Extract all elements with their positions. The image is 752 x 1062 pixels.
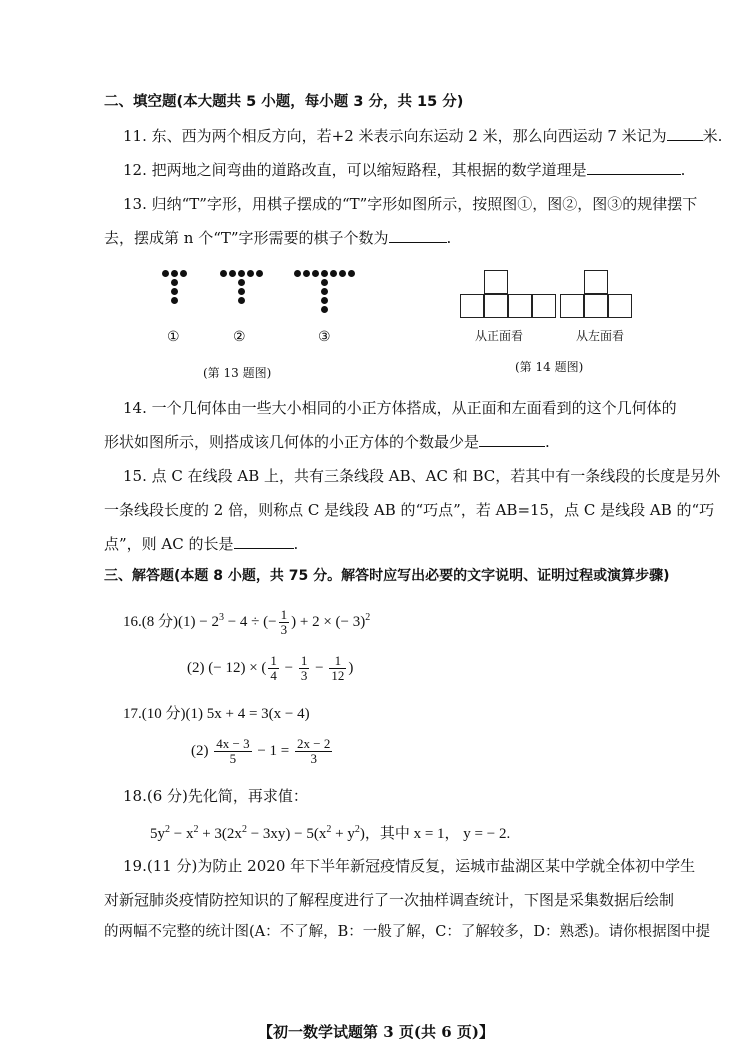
q16-p2-end: ) <box>348 660 354 676</box>
q18-e-g: − 3xy) − 5(x <box>246 826 327 842</box>
q16-p1-exp: 3 <box>218 612 224 623</box>
t-shape-dot <box>238 297 245 304</box>
q16-p1-b: − 4 ÷ (− <box>223 614 277 630</box>
t-shape-dot <box>348 270 355 277</box>
q16-frac-2 <box>299 654 310 683</box>
t-shape-dot <box>171 279 178 286</box>
t-shape-dot <box>171 297 178 304</box>
q18-e-e: + 3(2x <box>198 826 242 842</box>
frac-num: 1 <box>329 654 346 669</box>
frac-num: 4x − 3 <box>216 736 250 752</box>
question-18-expression <box>150 820 510 844</box>
t-shape-dot <box>321 297 328 304</box>
question-18-line1: 18.(6 分)先化简，再求值： <box>123 787 308 805</box>
q16-minus-2: − <box>311 660 328 676</box>
fig14-left-label: 从左面看 <box>576 329 625 343</box>
t-shape-dot <box>229 270 236 277</box>
t-shape-dot <box>247 270 254 277</box>
q15-end: . <box>293 535 299 553</box>
section-3-title: 三、解答题(本题 8 小题，共 75 分。解答时应写出必要的文字说明、证明过程或演算步骤) <box>104 568 670 584</box>
frac-den: 3 <box>300 668 308 684</box>
q18-e-j: 2 <box>354 824 360 835</box>
frac-num: 2x − 2 <box>297 736 331 752</box>
q16-p1-a: 16.(8 分)(1) − 2 <box>123 614 219 630</box>
t-shape-dot <box>321 279 328 286</box>
q17-frac-2 <box>295 737 332 766</box>
q18-e-c: − x <box>170 826 194 842</box>
q12-text: 12. 把两地之间弯曲的道路改直，可以缩短路程，其根据的数学道理是 <box>123 161 587 179</box>
q18-e-a: 5y <box>150 826 165 842</box>
q16-p1-exp2: 2 <box>365 612 371 623</box>
fig13-label-1: ① <box>167 329 180 345</box>
q16-p1-c: ) + 2 × (− 3) <box>291 614 366 630</box>
q18-e-i: + y <box>331 826 355 842</box>
q12-end: . <box>680 161 686 179</box>
q18-e-h: 2 <box>326 824 332 835</box>
frac-den: 3 <box>280 622 288 638</box>
question-19-line3: 的两幅不完整的统计图(A：不了解，B：一般了解，C：了解较多，D：熟悉)。请你根据图中提 <box>104 924 711 940</box>
q14-text: 形状如图所示，则搭成该几何体的小正方体的个数最少是 <box>104 433 480 451</box>
question-19-line1: 19.(11 分)为防止 2020 年下半年新冠疫情反复，运城市盐湖区某中学就全体初中学生 <box>123 857 696 875</box>
frac-den: 5 <box>229 751 237 767</box>
frac-num: 1 <box>280 607 288 623</box>
t-shape-dot <box>220 270 227 277</box>
q11-answer-blank <box>667 126 703 141</box>
frac-den: 3 <box>310 751 317 767</box>
question-12 <box>123 160 685 180</box>
section-2-title: 二、填空题(本大题共 5 小题，每小题 3 分，共 15 分) <box>104 94 464 110</box>
q12-answer-blank <box>587 160 681 175</box>
t-shape-dot <box>330 270 337 277</box>
t-shape-dot <box>238 288 245 295</box>
question-17-part2 <box>191 736 334 766</box>
q16-p1-fraction <box>279 608 290 637</box>
question-17-part1: 17.(10 分)(1) 5x + 4 = 3(x − 4) <box>123 706 310 722</box>
question-13-line1: 13. 归纳“T”字形，用棋子摆成的“T”字形如图所示，按照图①，图②，图③的规律摆下 <box>123 195 698 213</box>
question-14-line1: 14. 一个几何体由一些大小相同的小正方体搭成，从正面和左面看到的这个几何体的 <box>123 399 677 417</box>
t-shape-dot <box>256 270 263 277</box>
q11-unit: 米. <box>702 127 723 145</box>
q13-end: . <box>446 229 452 247</box>
fig13-label-3: ③ <box>318 329 331 345</box>
t-shape-dot <box>312 270 319 277</box>
frac-den: 12 <box>331 668 345 684</box>
q18-e-k: )，其中 x = 1， y = − 2. <box>359 826 511 842</box>
question-16-part2 <box>187 654 353 683</box>
t-shape-dot <box>171 270 178 277</box>
t-shape-dot <box>321 306 328 313</box>
page-footer: 【初一数学试题第 3 页(共 6 页)】 <box>258 1023 494 1041</box>
fig14-front-label: 从正面看 <box>475 329 524 343</box>
figure-14-caption: (第 14 题图) <box>515 360 584 374</box>
t-shape-dot <box>303 270 310 277</box>
q16-frac-1 <box>268 654 279 683</box>
q13-answer-blank <box>389 228 447 243</box>
t-shape-dot <box>162 270 169 277</box>
q16-p2-a: (2) (− 12) × ( <box>187 660 267 676</box>
t-shape-dot <box>294 270 301 277</box>
question-15-line3 <box>104 534 298 554</box>
q16-frac-3 <box>329 654 346 683</box>
t-shape-dot <box>238 279 245 286</box>
q13-text: 去，摆成第 n 个“T”字形需要的棋子个数为 <box>104 229 389 247</box>
q11-text: 11. 东、西为两个相反方向，若+2 米表示向东运动 2 米，那么向西运动 7 米记为 <box>123 127 667 145</box>
q17-frac-1 <box>214 737 251 766</box>
question-11 <box>123 126 722 146</box>
q18-e-b: 2 <box>165 824 170 835</box>
question-16-part1 <box>123 604 370 637</box>
question-13-line2 <box>104 228 451 248</box>
t-shape-dot <box>171 288 178 295</box>
q15-text: 点”，则 AC 的长是 <box>104 535 234 553</box>
question-15-line2: 一条线段长度的 2 倍，则称点 C 是线段 AB 的“巧点”，若 AB=15，点 C 是线段 AB 的“巧 <box>104 501 715 519</box>
q17-p2-label: (2) <box>191 743 209 759</box>
frac-num: 1 <box>270 653 277 669</box>
q18-e-f: 2 <box>241 824 247 835</box>
t-shape-dot <box>339 270 346 277</box>
t-shape-dot <box>321 270 328 277</box>
q15-answer-blank <box>234 534 294 549</box>
q18-e-d: 2 <box>193 824 199 835</box>
q16-minus-1: − <box>280 660 297 676</box>
t-shape-dot <box>180 270 187 277</box>
frac-num: 1 <box>300 653 308 669</box>
figure-13-caption: (第 13 题图) <box>203 366 272 380</box>
fig13-label-2: ② <box>233 329 246 345</box>
t-shape-dot <box>321 288 328 295</box>
question-14-line2 <box>104 432 550 452</box>
q14-answer-blank <box>479 432 545 447</box>
question-15-line1: 15. 点 C 在线段 AB 上，共有三条线段 AB、AC 和 BC，若其中有一条线段的长度是另外 <box>123 467 721 485</box>
t-shape-dot <box>238 270 245 277</box>
q14-end: . <box>545 433 550 451</box>
frac-den: 4 <box>270 668 277 684</box>
q17-mid: − 1 = <box>253 743 294 759</box>
question-19-line2: 对新冠肺炎疫情防控知识的了解程度进行了一次抽样调查统计，下图是采集数据后绘制 <box>104 891 675 909</box>
